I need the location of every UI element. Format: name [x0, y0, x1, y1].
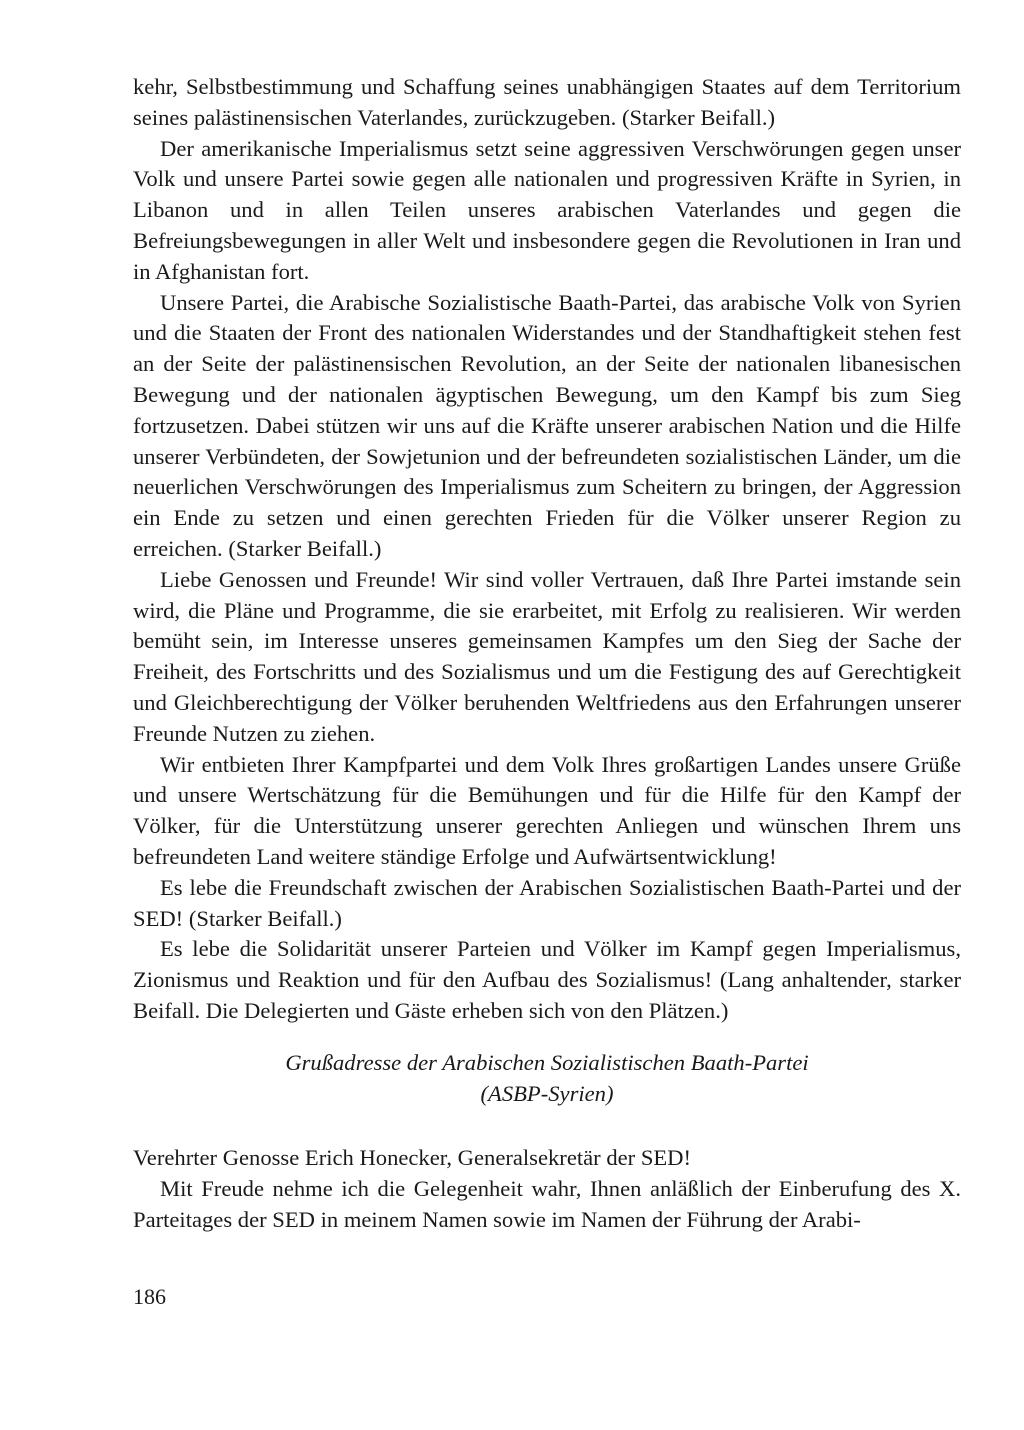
paragraph-baath-party: Unsere Partei, die Arabische Sozialistische Baath-Partei, das arabische Volk von Syrien und die Staaten der Front des nationalen Widerstandes und der Standhaftigkeit stehen fest an der Seite der palästinensischen Revolution, an der Seite der nationalen libanesischen Bewegung und der nationalen ägyptischen Bewegung, um den Kampf bis zum Sieg fortzusetzen. Dabei stützen wir uns auf die Kräfte unserer arabischen Nation und die Hilfe unserer Verbündeten, der Sowjetunion und der befreundeten sozialistischen Länder, um die neuerlichen Verschwörungen des Imperialismus zum Scheitern zu bringen, der Aggression ein Ende zu setzen und einen gerechten Frieden für die Völker unserer Region zu erreichen. (Starker Beifall.) [133, 289, 961, 561]
paragraph-comrades: Liebe Genossen und Freunde! Wir sind voller Vertrauen, daß Ihre Partei imstande sein wird, die Pläne und Programme, die sie erarbeitet, mit Erfolg zu realisieren. Wir werden bemüht sein, im Interesse unseres gemeinsamen Kampfes um den Sieg der Sache der Freiheit, des Fortschritts und des Sozialismus und um die Festigung des auf Gerechtigkeit und Gleichberechtigung der Völker beruhenden Weltfriedens aus den Erfahrungen unserer Freunde Nutzen zu ziehen. [133, 566, 961, 746]
letter-text [133, 1143, 961, 1235]
paragraph-friendship: Es lebe die Freundschaft zwischen der Arabischen Sozialistischen Baath-Partei und der SED! (Starker Beifall.) [133, 874, 961, 931]
heading-line-2: (ASBP-Syrien) [480, 1081, 614, 1106]
paragraph-opening: Mit Freude nehme ich die Gelegenheit wahr, Ihnen anläßlich der Einberufung des X. Parteitages der SED in meinem Namen sowie im Namen der Führung der Arabi- [133, 1175, 961, 1232]
page-number: 186 [133, 1284, 166, 1309]
paragraph-solidarity: Es lebe die Solidarität unserer Parteien und Völker im Kampf gegen Imperialismus, Zionismus und Reaktion und für den Aufbau des Sozialismus! (Lang anhaltender, starker Beifall. Die Delegierten und Gäste erheben sich von den Plätzen.) [133, 936, 961, 1023]
paragraph-greetings: Wir entbieten Ihrer Kampfpartei und dem Volk Ihres großartigen Landes unsere Grüße und unsere Wertschätzung für die Bemühungen und für die Hilfe für den Kampf der Völker, für die Unterstützung unserer gerechten Anliegen und wünschen Ihrem uns befreundeten Land weitere ständige Erfolge und Aufwärtsentwicklung! [133, 751, 961, 869]
salutation: Verehrter Genosse Erich Honecker, Generalsekretär der SED! [133, 1145, 692, 1170]
body-text [133, 72, 961, 1027]
heading-line-1: Grußadresse der Arabischen Sozialistischen Baath-Partei [285, 1050, 809, 1075]
paragraph-continuation: kehr, Selbstbestimmung und Schaffung seines unabhängigen Staates auf dem Territorium seines palästinensischen Vaterlandes, zurückzugeben. (Starker Beifall.) [133, 74, 961, 130]
paragraph-imperialism: Der amerikanische Imperialismus setzt seine aggressiven Verschwörungen gegen unser Volk und unsere Partei sowie gegen alle nationalen und progressiven Kräfte in Syrien, in Libanon und in allen Teilen unseres arabischen Vaterlandes und gegen die Befreiungsbewegungen in aller Welt und insbesondere gegen die Revolutionen in Iran und in Afghanistan fort. [133, 135, 961, 284]
section-heading [133, 1047, 961, 1109]
